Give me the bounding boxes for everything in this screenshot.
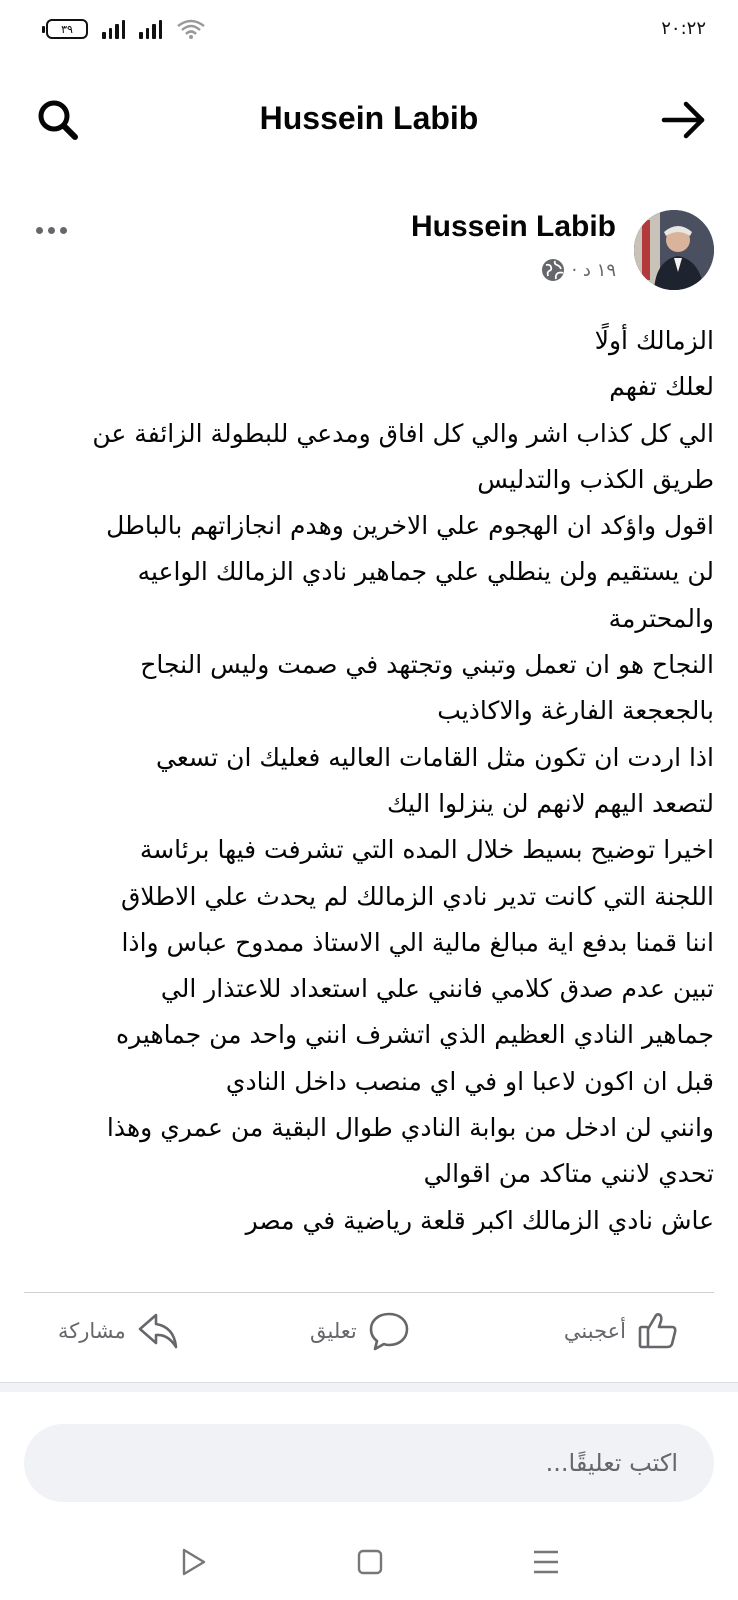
post-actions [0,1303,738,1359]
post-line: جماهير النادي العظيم الذي اتشرف انني واحد من جماهيره [116,1020,714,1050]
signal-icon-2 [139,19,162,39]
thumbs-up-icon [636,1309,680,1353]
menu-lines-icon [526,1542,566,1582]
arrow-right-icon [658,96,710,144]
post-line: الي كل كذاب اشر والي كل افاق ومدعي للبطولة الزائفة عن [92,418,714,448]
divider [24,1292,714,1293]
page-title: Hussein Labib [259,100,479,136]
post-line: تبين عدم صدق كلامي فانني علي استعداد للاعتذار الي [160,974,714,1004]
triangle-back-icon [174,1542,214,1582]
status-time: ٢٠:٢٢ [661,18,706,39]
comment-label: تعليق [310,1319,357,1343]
section-divider [0,1382,738,1392]
nav-home-button[interactable] [350,1542,390,1582]
post-line: لتصعد اليهم لانهم لن ينزلوا اليك [386,788,714,818]
post-line: النجاح هو ان تعمل وتبني وتجتهد في صمت وليس النجاح [140,650,714,680]
share-button[interactable] [58,1303,180,1359]
more-options-button[interactable] [36,218,76,242]
page-header [0,78,738,158]
post-line: لن يستقيم ولن ينطلي علي جماهير نادي الزمالك الواعيه [137,557,714,587]
signal-icon [102,19,125,39]
post-line: اللجنة التي كانت تدير نادي الزمالك لم يحدث علي الاطلاق [120,881,714,911]
avatar[interactable] [634,210,714,290]
battery-level: ٣٩ [61,22,73,36]
nav-menu-button[interactable] [526,1542,566,1582]
post-line: الزمالك أولًا [594,326,714,355]
more-dot-icon [60,227,67,234]
post-line: عاش نادي الزمالك اكبر قلعة رياضية في مصر [245,1205,714,1235]
globe-icon [541,258,565,282]
status-icons [46,18,206,40]
post-line: طريق الكذب والتدليس [477,464,714,494]
comment-icon [367,1309,411,1353]
comment-input[interactable] [24,1424,714,1502]
like-button[interactable] [564,1303,680,1359]
post-line: قبل ان اكون لاعبا او في اي منصب داخل النادي [225,1066,714,1096]
comment-box [24,1424,714,1502]
post-line: تحدي لانني متاكد من اقوالي [423,1159,714,1189]
share-icon [136,1309,180,1353]
post-line: لعلك تفهم [609,372,714,402]
wifi-icon [176,18,206,40]
system-nav-bar [0,1530,738,1600]
square-home-icon [350,1542,390,1582]
back-button[interactable] [658,96,710,144]
post-header [0,208,738,298]
post-text [40,318,714,1244]
more-dot-icon [36,227,43,234]
status-bar [0,0,738,64]
post-time: ١٩ د · [571,259,616,281]
more-dot-icon [48,227,55,234]
post-line: اننا قمنا بدفع اية مبالغ مالية الي الاستاذ ممدوح عباس واذا [121,927,714,957]
post-meta [541,258,616,282]
battery-icon [46,19,88,39]
comment-button[interactable] [310,1303,411,1359]
profile-photo [634,210,714,290]
post-line: وانني لن ادخل من بوابة النادي طوال البقية من عمري وهذا [106,1113,714,1143]
post-line: اخيرا توضيح بسيط خلال المده التي تشرفت فيها برئاسة [139,835,714,865]
post-line: والمحترمة [608,603,714,633]
share-label: مشاركة [58,1319,126,1343]
nav-back-button[interactable] [174,1542,214,1582]
author-name[interactable]: Hussein Labib [410,210,616,243]
post-line: اذا اردت ان تكون مثل القامات العاليه فعليك ان تسعي [156,742,714,772]
post-line: اقول واؤكد ان الهجوم علي الاخرين وهدم انجازاتهم بالباطل [106,511,714,541]
like-label: أعجبني [563,1319,626,1343]
post-line: بالجعجعة الفارغة والاكاذيب [437,696,714,726]
